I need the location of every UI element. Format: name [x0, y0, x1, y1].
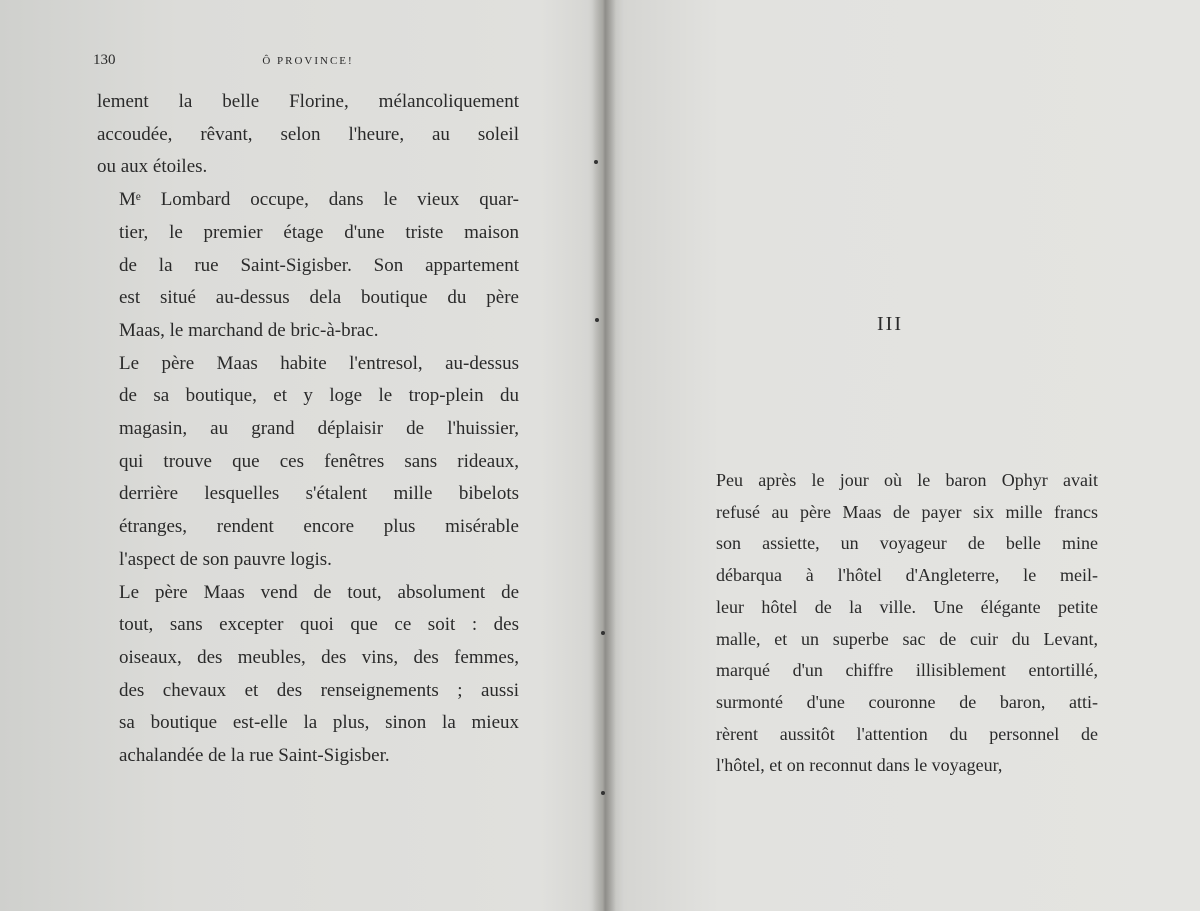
text-line: qui trouve que ces fenêtres sans rideaux,	[119, 450, 519, 472]
text-line: achalandée de la rue Saint-Sigisber.	[119, 745, 390, 767]
text-line: leur hôtel de la ville. Une élégante petite	[716, 596, 1098, 617]
text-line: oiseaux, des meubles, des vins, des femmes,	[119, 646, 519, 668]
text-line: de la rue Saint-Sigisber. Son appartement	[119, 254, 519, 276]
text-line: étranges, rendent encore plus misérable	[119, 516, 519, 538]
text-line: refusé au père Maas de payer six mille francs	[716, 501, 1098, 522]
text-line: de sa boutique, et y loge le trop-plein du	[119, 385, 519, 407]
text-line: rèrent aussitôt l'attention du personnel de	[716, 723, 1098, 744]
binding-stitch	[601, 631, 605, 635]
text-line: débarqua à l'hôtel d'Angleterre, le meil-	[716, 565, 1098, 586]
text-line: malle, et un superbe sac de cuir du Levant,	[716, 628, 1098, 649]
binding-stitch	[601, 791, 605, 795]
text-line: des chevaux et des renseignements ; aussi	[119, 679, 519, 701]
text-line: magasin, au grand déplaisir de l'huissier,	[119, 418, 519, 440]
text-line: surmonté d'une couronne de baron, atti-	[716, 691, 1098, 712]
binding-stitch	[594, 160, 598, 164]
paragraph	[97, 348, 519, 577]
running-head-title: Ô PROVINCE!	[262, 55, 354, 67]
running-head	[93, 52, 523, 72]
text-line: Peu après le jour où le baron Ophyr avait	[716, 470, 1098, 490]
paragraph	[702, 465, 1098, 782]
text-line: marqué d'un chiffre illisiblement entortillé,	[716, 660, 1098, 681]
text-line: derrière lesquelles s'étalent mille bibelots	[119, 483, 519, 505]
right-page-text	[702, 465, 1098, 782]
text-line: ou aux étoiles.	[97, 156, 208, 178]
text-line: Maas, le marchand de bric-à-brac.	[119, 319, 379, 341]
text-line: Mᵉ Lombard occupe, dans le vieux quar-	[119, 189, 519, 211]
text-line: Le père Maas vend de tout, absolument de	[119, 581, 519, 603]
text-line: accoudée, rêvant, selon l'heure, au soleil	[97, 123, 519, 145]
binding-stitch	[595, 318, 599, 322]
text-line: tout, sans excepter quoi que ce soit : des	[119, 614, 519, 636]
page-number: 130	[93, 52, 116, 68]
text-line: son assiette, un voyageur de belle mine	[716, 533, 1098, 554]
text-line: tier, le premier étage d'une triste maison	[119, 221, 519, 243]
text-line: lement la belle Florine, mélancoliquement	[97, 91, 519, 112]
chapter-number: III	[877, 313, 903, 335]
text-line: Le père Maas habite l'entresol, au-dessus	[119, 352, 519, 374]
text-line: l'aspect de son pauvre logis.	[119, 548, 332, 570]
text-line: est situé au-dessus dela boutique du père	[119, 287, 519, 309]
text-line: l'hôtel, et on reconnut dans le voyageur,	[716, 755, 1003, 776]
paragraph	[97, 184, 519, 348]
text-line: sa boutique est-elle la plus, sinon la mieux	[119, 712, 519, 734]
paragraph	[97, 86, 519, 184]
left-page-text	[97, 86, 519, 773]
paragraph	[97, 577, 519, 773]
